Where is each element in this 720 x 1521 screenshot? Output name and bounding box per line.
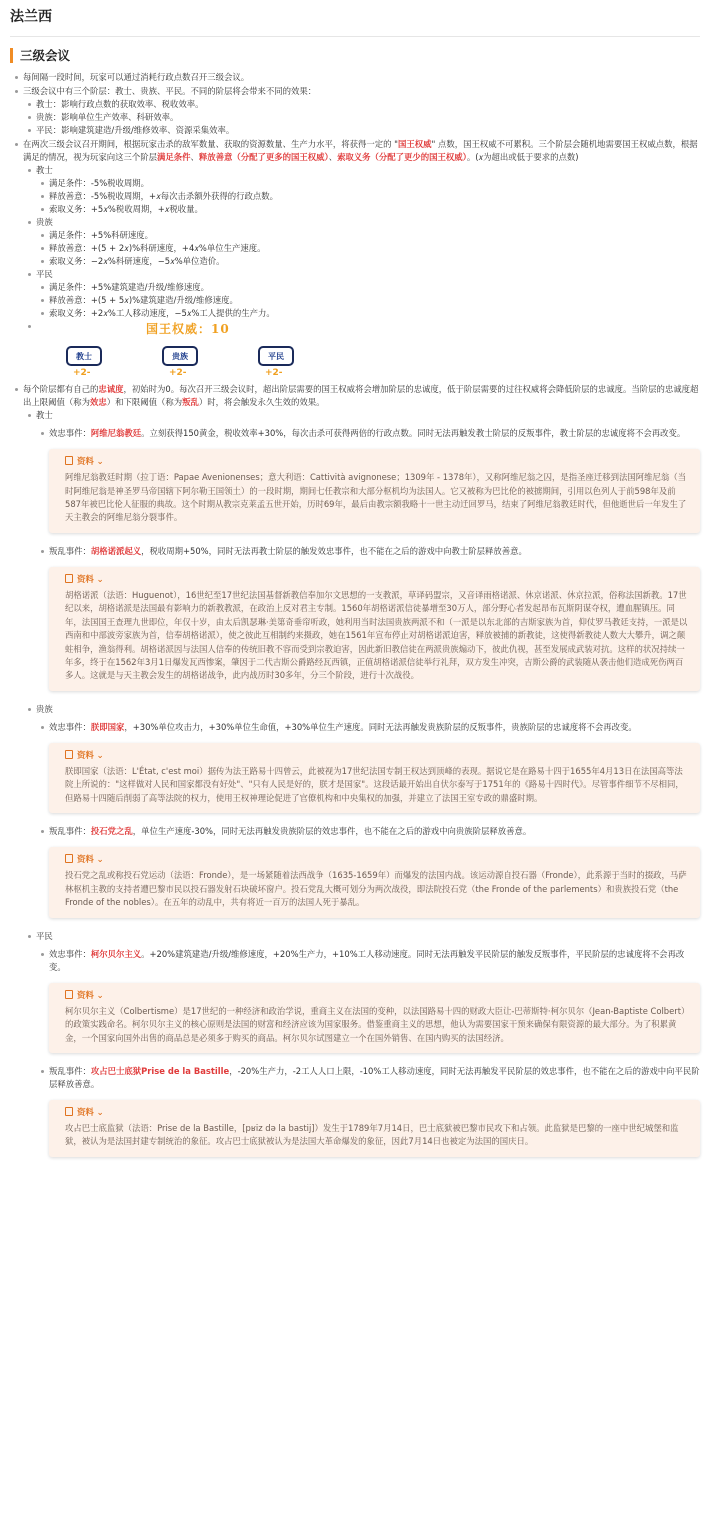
event-prefix: 效忠事件： [49, 721, 91, 732]
text: ）和下限阈值（称为 [106, 397, 183, 407]
drawing-item [36, 320, 700, 382]
note-label: 资料 [77, 749, 94, 760]
text: ，初始时为0。每次召开三级会议时，超出阶层需要的国王权威将会增加阶层的忠诚度，低于阶层需要的过往权威将会降低阶层的忠诚度。当阶层的忠诚度超出上限阈值（称为 [23, 383, 699, 407]
text: 在两次三级会议召开期间，根据玩家击杀的敌军数量、获取的资源数量、生产力水平，将获得一定的 " [23, 138, 399, 149]
document-icon [65, 1107, 73, 1116]
list-item: 索取义务：+5𝑥%税收周期，+𝑥税收量。 [49, 203, 700, 216]
page-title: 法兰西 [10, 7, 700, 37]
list-item-text: 三级会议中有三个阶层：教士、贵族、平民。不同的阶层将会带来不同的效果： [23, 85, 317, 96]
diagram-value-commoners: +2- [265, 367, 283, 378]
list-item: 满足条件：+5%建筑建造/升级/维修速度。 [49, 281, 700, 294]
event-name: 攻占巴士底狱Prise de la Bastille [90, 1065, 230, 1076]
highlight-goodwill: 释放善意（分配了更多的国王权威） [198, 151, 329, 162]
estate-name: 教士 [36, 164, 53, 175]
event-prefix: 叛乱事件： [49, 1065, 91, 1076]
list-item: 释放善意：+(5 + 2𝑥)%科研速度，+4𝑥%单位生产速度。 [49, 242, 700, 255]
note-label: 资料 [77, 456, 94, 467]
event-item [49, 427, 700, 533]
diagram-box-nobility: 贵族 [162, 346, 198, 366]
group-nobility [36, 703, 700, 918]
note-toggle[interactable] [65, 455, 690, 468]
document-page [10, 0, 700, 1169]
event-name: 阿维尼翁教廷 [90, 428, 142, 439]
group-name: 平民 [36, 930, 53, 941]
list-item [23, 85, 700, 137]
chevron-down-icon: ⌄ [96, 749, 104, 760]
note-body: 攻占巴士底监狱（法语：Prise de la Bastille，[pʁiz də la bastij]）发生于1789年7月14日，巴士底狱被巴黎市民攻下和占领。此监狱是巴黎的一座中世纪城堡和监狱，被认为是法国封建专制统治的象征。攻占巴士底狱被认为是法国大革命爆发的象征，因此7月14日也被定为法国的国庆日。 [65, 1123, 679, 1147]
event-name: 柯尔贝尔主义 [90, 948, 142, 959]
highlight-loyalty: 忠诚度 [98, 383, 124, 394]
event-name: 朕即国家 [90, 721, 125, 732]
note-toggle[interactable] [65, 989, 690, 1002]
document-icon [65, 456, 73, 465]
event-name: 投石党之乱 [90, 826, 133, 837]
text: 每个阶层都有自己的 [23, 383, 99, 394]
note-toggle[interactable] [65, 573, 690, 586]
list-item: 每间隔一段时间，玩家可以通过消耗行政点数召开三级会议。 [23, 71, 700, 84]
main-list [10, 71, 700, 1157]
note-toggle[interactable] [65, 853, 690, 866]
list-item: 释放善意：+(5 + 5𝑥)%建筑建造/升级/维修速度。 [49, 294, 700, 307]
group-clergy [36, 409, 700, 691]
note-box [49, 743, 700, 813]
list-item: 索取义务：+2𝑥%工人移动速度，−5𝑥%工人提供的生产力。 [49, 307, 700, 320]
note-box [49, 983, 700, 1053]
event-text: ，+30%单位攻击力，+30%单位生命值，+30%单位生产速度。同时无法再触发贵族阶层的反叛事件，贵族阶层的忠诚度将不会再改变。 [124, 721, 637, 732]
chevron-down-icon: ⌄ [96, 854, 104, 865]
note-toggle[interactable] [65, 749, 690, 762]
event-item [49, 721, 700, 813]
event-text: 。+20%建筑建造/升级/维修速度，+20%生产力，+10%工人移动速度。同时无法再触发平民阶层的触发反叛事件，平民阶层的忠诚度将不会再改变。 [49, 948, 685, 972]
highlight-royal-authority: 国王权威 [398, 138, 432, 149]
note-body: 柯尔贝尔主义（Colbertisme）是17世纪的一种经济和政治学说，重商主义在法国的变种，以法国路易十四的财政大臣让-巴蒂斯特·柯尔贝尔（Jean-Baptiste Colbert）的政策实践命名。柯尔贝尔主义的核心原则是法国的财富和经济应该为国家服务。借鉴重商主义的思想，他认为需要国家干预来确保有限资源的最大部分。为了积累黄金，一个国家向国外出售的商品总是必须多于购买的商品。柯尔贝尔试图建立一个在国外销售、在国内购买的法国经济。 [65, 1005, 690, 1043]
note-label: 资料 [77, 989, 94, 1000]
note-label: 资料 [77, 1107, 94, 1118]
diagram-box-commoners: 平民 [258, 346, 294, 366]
estate-name: 平民 [36, 268, 53, 279]
loyalty-paragraph [23, 383, 700, 1157]
list-item: 释放善意：-5%税收周期，+𝑥每次击杀额外获得的行政点数。 [49, 190, 700, 203]
chevron-down-icon: ⌄ [96, 456, 104, 467]
estate-name: 贵族 [36, 216, 53, 227]
estate-effect-clergy: 教士：影响行政点数的获取效率、税收效率。 [36, 98, 700, 111]
event-prefix: 效忠事件： [49, 428, 91, 439]
estate-block-clergy [36, 164, 700, 216]
text: ）时，将会触发永久生效的效果。 [198, 397, 325, 407]
event-item [49, 825, 700, 917]
highlight-satisfy: 满足条件 [157, 151, 191, 162]
estate-block-nobility [36, 216, 700, 268]
diagram-value-nobility: +2- [169, 367, 187, 378]
authority-paragraph [23, 138, 700, 382]
note-body: 阿维尼翁教廷时期（拉丁语：Papae Avenionenses；意大利语：Cattività avignonese；1309年 - 1378年），又称阿维尼翁之囚，是指圣座迁移到法国阿维尼翁（当时阿维尼翁是神圣罗马帝国辖下阿尔勒王国领土）的一段时期，期间七任教宗和大部分枢机均为法国人。它又被称为巴比伦的被掳期间，引用以色列人于前598年及前587年被巴比伦人征服的典故。这个时期从教宗克莱孟五世开始，历时69年，最后由教宗额我略十一世主动迁回罗马，结束了阿维尼翁教廷时代，但他逝世后一年发生了天主教会的阿维尼翁分裂事件。 [65, 472, 687, 523]
note-box [49, 567, 700, 691]
event-item [49, 948, 700, 1053]
text: 、 [328, 151, 338, 162]
group-name: 贵族 [36, 703, 53, 714]
highlight-obligation: 索取义务（分配了更少的国王权威） [337, 151, 467, 162]
list-item: 索取义务：−2𝑥%科研速度，−5𝑥%单位造价。 [49, 255, 700, 268]
event-text: ，单位生产速度-30%，同时无法再触发贵族阶层的效忠事件，也不能在之后的游戏中向贵族阶层释放善意。 [132, 826, 532, 837]
list-item: 满足条件：-5%税收周期。 [49, 177, 700, 190]
highlight-allegiance: 效忠 [90, 397, 107, 407]
diagram-box-clergy: 教士 [66, 346, 102, 366]
note-label: 资料 [77, 854, 94, 865]
estate-effect-commoners: 平民：影响建筑建造/升级/维修效率、资源采集效率。 [36, 124, 700, 137]
event-prefix: 叛乱事件： [49, 545, 91, 556]
event-text: ，税收周期+50%，同时无法再教士阶层的触发效忠事件，也不能在之后的游戏中向教士阶层释放善意。 [141, 545, 527, 556]
handwritten-diagram [36, 320, 700, 382]
note-body: 胡格诺派（法语：Huguenot），16世纪至17世纪法国基督新教信奉加尔文思想的一支教派，草译码盟宗，又音译雨格诺派、休京诺派、休京拉派，俗称法国新教。17世纪以来，胡格诺派是法国最有影响力的新教教派，在政治上反对君主专制。1560年胡格诺派信徒暴增至30万人，部分野心者发起昂布瓦斯阴谋夺权，遭血腥镇压。同年，法国国王查理九世即位，年仅十岁，由太后凯瑟琳·美第奇垂帘听政，她利用当时法国贵族两派不和（一派是以东北部的吉斯家族为首，仰仗罗马教廷支持，一派是以西南和中部波旁家族为首，信奉胡格诺派），使之彼此互相制约来摄政，她在1561年宣布停止对胡格诺派迫害，释放被捕的新教徒，这使得新教徒人数大大攀升，调之颠蛀相争，渔翁得利。胡格诺派因与法国人信奉的传统旧教不容而受到宗教迫害，因此新旧教信徒在两派贵族煽动下，彼此仇视，甚至发展成武装对抗。这样的状况持续一年多，终于在1562年3月1日爆发瓦西惨案，肇因于二代吉斯公爵路经瓦西镇，正值胡格诺派信徒举行礼拜，双方发生冲突，吉斯公爵的武装随从袭击他们造成死伤两百多人。这就是与天主教会发生的胡格诺战争，此内战历时30多年，分三个阶段，进行十次战役。 [65, 589, 688, 681]
note-toggle[interactable] [65, 1106, 690, 1119]
document-icon [65, 750, 73, 759]
highlight-rebellion: 叛乱 [182, 397, 199, 407]
chevron-down-icon: ⌄ [96, 1107, 104, 1118]
group-commoners [36, 930, 700, 1157]
document-icon [65, 854, 73, 863]
note-box [49, 847, 700, 917]
text: 、 [190, 151, 199, 162]
event-item [49, 545, 700, 691]
event-text: 。立刻获得150黄金，税收效率+30%，每次击杀可获得两倍的行政点数。同时无法再触发教士阶层的反叛事件，教士阶层的忠诚度将不会再改变。 [141, 428, 686, 439]
document-icon [65, 574, 73, 583]
event-prefix: 叛乱事件： [49, 826, 91, 837]
event-name: 胡格诺派起义 [90, 545, 142, 556]
estate-block-commoners [36, 268, 700, 320]
text: 。(𝑥为超出或低于要求的点数) [466, 151, 579, 162]
diagram-value-clergy: +2- [73, 367, 91, 378]
list-item: 满足条件：+5%科研速度。 [49, 229, 700, 242]
note-box [49, 449, 700, 533]
event-prefix: 效忠事件： [49, 948, 91, 959]
chevron-down-icon: ⌄ [96, 989, 104, 1000]
note-label: 资料 [77, 573, 94, 584]
event-text: ，-20%生产力，-2工人人口上限，-10%工人移动速度，同时无法再触发平民阶层的效忠事件，也不能在之后的游戏中向平民阶层释放善意。 [49, 1065, 700, 1089]
event-item [49, 1065, 700, 1157]
note-box [49, 1100, 700, 1157]
text: " 点数，国王权威不可累积。三个阶层会随机地需要国王权威点数，根据满足的情况，视为玩家向这三个阶层 [23, 138, 698, 162]
document-icon [65, 990, 73, 999]
section-title: 三级会议 [10, 48, 700, 63]
chevron-down-icon: ⌄ [96, 573, 104, 584]
group-name: 教士 [36, 410, 53, 421]
diagram-title: 国王权威：10 [146, 321, 230, 336]
note-body: 朕即国家（法语：L'État, c'est moi）据传为法王路易十四曾云，此被视为17世纪法国专制王权达到顶峰的表现。据说它是在路易十四于1655年4月13日在法国高等法院上所说的："这样做对人民和国家都没有好处"、"只有人民是好的，朕才是国家"。这段话最开始出自伏尔泰写于1751年的《路易十四时代》。尽管事件细节不尽相同，但路易十四随后削弱了高等法院的权力，使用王权神理论促进了官僚机构和中央集权的加强，并建立了法国王室专政的鼎盛时期。 [65, 765, 684, 803]
note-body: 投石党之乱或称投石党运动（法语：Fronde），是一场紧随着法西战争（1635-1659年）而爆发的法国内战。该运动源自投石器（Fronde），此系源于当时的掇政，马萨林枢机主教的支持者遭巴黎市民以投石器发射石块破坏窗户。投石党乱大概可划分为两次战役，即法院投石党（the Fronde of the parlements）和贵族投石党（the Fronde of the nobles）。在五年的动乱中，共有将近一百万的法国人死于暴乱。 [65, 870, 687, 908]
estate-effect-nobility: 贵族：影响单位生产效率、科研效率。 [36, 111, 700, 124]
